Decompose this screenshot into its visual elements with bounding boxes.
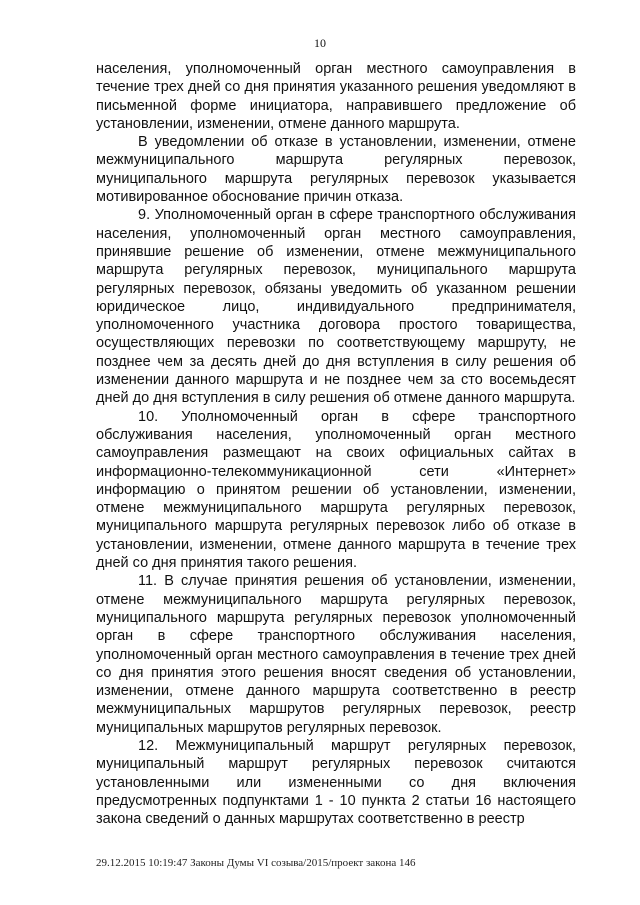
page-number: 10 (314, 36, 326, 50)
paragraph-item-12: 12. Межмуниципальный маршрут регулярных перевозок, муниципальный маршрут регулярных перевозок считаются установленными или измененными со дня включения предусмотренных подпунктами 1 - 10 пункта 2 статьи 16 настоящего закона сведений о данных маршрутах соответственно в реестр (96, 737, 576, 828)
paragraph-continuation: населения, уполномоченный орган местного самоуправления в течение трех дней со дня принятия указанного решения уведомляют в письменной форме инициатора, направившего предложение об установлении, изменении, отмене данного маршрута. (96, 61, 576, 132)
paragraph-refusal-notice: В уведомлении об отказе в установлении, изменении, отмене межмуниципального маршрута регулярных перевозок, муниципального маршрута регулярных перевозок указывается мотивированное обоснование причин отказа. (96, 134, 576, 206)
paragraph-item-10: 10. Уполномоченный орган в сфере транспортного обслуживания населения, уполномоченный орган местного самоуправления размещают на своих официальных сайтах в информационно-телекоммуникационной сети «Интернет» информацию о принятом решении об установлении, изменении, отмене межмуниципального маршрута регулярных перевозок, муниципального маршрута регулярных перевозок либо об отказе в установлении, изменении, отмене данного маршрута в течение трех дней со дня принятия такого решения. (96, 408, 576, 572)
footer-document-stamp: 29.12.2015 10:19:47 Законы Думы VI созыва/2015/проект закона 146 (96, 857, 416, 869)
document-body (96, 60, 576, 828)
paragraph-item-11: 11. В случае принятия решения об установлении, изменении, отмене межмуниципального маршрута регулярных перевозок, муниципального маршрута регулярных перевозок уполномоченный орган в сфере транспортного обслуживания населения, уполномоченный орган местного самоуправления в течение трех дней со дня принятия этого решения вносят сведения об установлении, изменении, отмене данного маршрута соответственно в реестр межмуниципальных маршрутов регулярных перевозок, реестр муниципальных маршрутов регулярных перевозок. (96, 573, 576, 736)
paragraph-item-9: 9. Уполномоченный орган в сфере транспортного обслуживания населения, уполномоченный орган местного самоуправления, принявшие решение об изменении, отмене межмуниципального маршрута регулярных перевозок, муниципального маршрута регулярных перевозок, обязаны уведомить об указанном решении юридическое лицо, индивидуального предпринимателя, уполномоченного участника договора простого товарищества, осуществляющих перевозки по соответствующему маршруту, не позднее чем за десять дней до дня вступления в силу решения об изменении данного маршрута и не позднее чем за сто восемьдесят дней до дня вступления в силу решения об отмене данного маршрута. (96, 207, 576, 407)
